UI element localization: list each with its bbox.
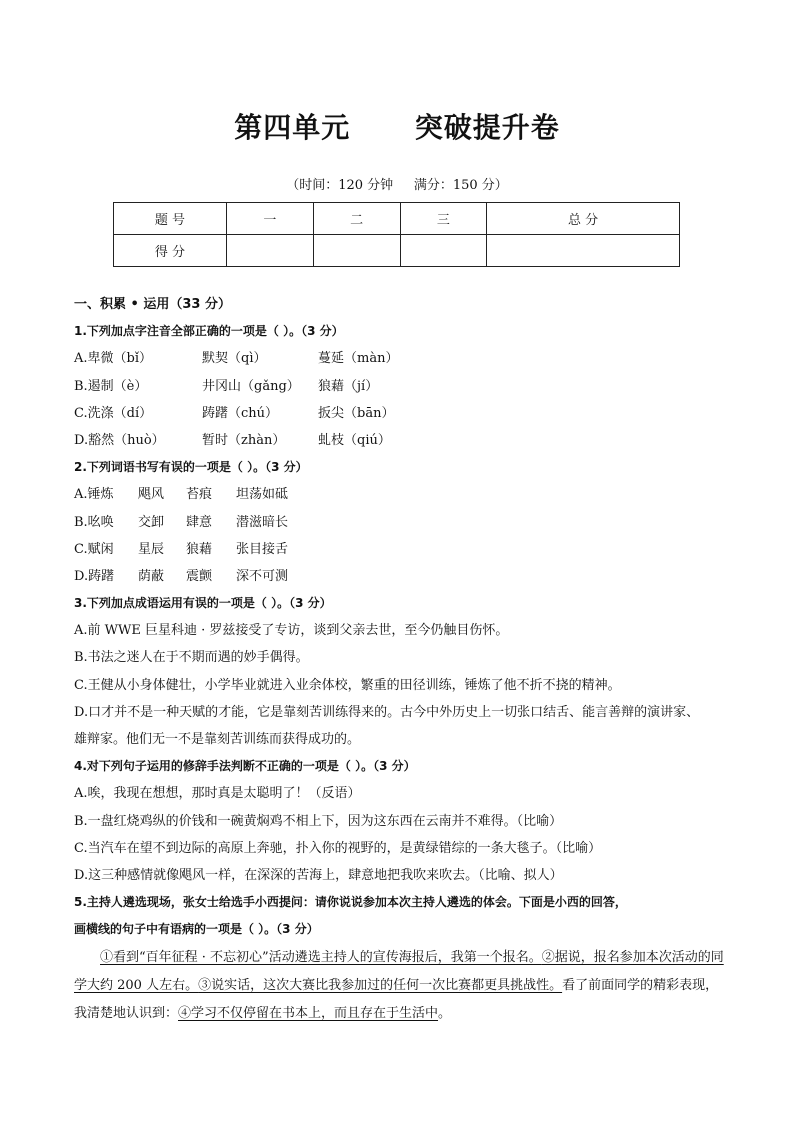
- option-word: 蔓延（màn）: [318, 351, 399, 367]
- option-word: B.遏制（è）: [74, 378, 148, 394]
- question-4-stem: 4.对下列句子运用的修辞手法判断不正确的一项是（ ）。（3 分）: [74, 759, 416, 774]
- option-word: 扳尖（bān）: [318, 405, 395, 421]
- question-3-option-d-line2: 雄辩家。他们无一不是靠刻苦训练而获得成功的。: [74, 732, 361, 747]
- page-title: 第四单元 突破提升卷: [234, 111, 560, 144]
- option-word: 张目接舌: [236, 541, 289, 557]
- score-table-blank-cell[interactable]: [313, 235, 400, 267]
- score-table: [113, 202, 680, 267]
- option-word: 交卸: [138, 514, 165, 530]
- option-word: 飓风: [138, 487, 165, 503]
- question-3-option-c: C.王健从小身体健壮，小学毕业就进入业余体校，繁重的田径训练，锤炼了他不折不挠的精神。: [74, 677, 621, 693]
- question-2-option-b: [74, 509, 724, 536]
- question-5-passage: [74, 944, 724, 1028]
- question-5-stem-line2: 画横线的句子中有语病的一项是（ ）。（3 分）: [74, 922, 319, 937]
- option-word: 震颤: [186, 568, 213, 584]
- question-4-option-a: A.唉，我现在想想，那时真是太聪明了！（反语）: [74, 786, 361, 802]
- question-1-option-d: [74, 427, 724, 454]
- underlined-sentence-1: ①看到“百年征程 · 不忘初心”活动遴选主持人的宣传海报后，我第一个报名。: [100, 949, 542, 965]
- option-word: A.锤炼: [74, 487, 114, 503]
- option-word: 虬枝（qiú）: [318, 432, 391, 448]
- score-table-header-cell: 二: [313, 203, 400, 235]
- option-word: B.吆唤: [74, 514, 114, 530]
- question-4-option-c: C.当汽车在望不到边际的高原上奔驰，扑入你的视野的，是黄绿错综的一条大毯子。（比喻）: [74, 840, 602, 856]
- option-word: 默契（qì）: [202, 351, 267, 367]
- score-table-row-label: 得 分: [114, 235, 227, 267]
- score-table-blank-cell[interactable]: [400, 235, 487, 267]
- question-3-option-a: A.前 WWE 巨星科迪 · 罗兹接受了专访，谈到父亲去世，至今仍触目伤怀。: [74, 623, 509, 639]
- question-4-option-d: D.这三种感情就像飓风一样，在深深的苦海上，肆意地把我吹来吹去。（比喻、拟人）: [74, 867, 563, 883]
- underlined-sentence-4: ④学习不仅停留在书本上，而且存在于生活中: [178, 1005, 439, 1021]
- option-word: 潜滋暗长: [236, 514, 289, 530]
- option-word: 狼藉: [186, 541, 213, 557]
- question-3-option-b: B.书法之迷人在于不期而遇的妙手偶得。: [74, 650, 309, 666]
- score-table-header-cell: 一: [227, 203, 314, 235]
- question-1-stem: 1.下列加点字注音全部正确的一项是（ ）。（3 分）: [74, 324, 344, 339]
- exam-time-and-score: （时间：120 分钟 满分：150 分）: [286, 178, 508, 193]
- question-5-stem-line1: 5.主持人遴选现场，张女士给选手小西提问：请你说说参加本次主持人遴选的体会。下面是小西的回答，: [74, 895, 627, 910]
- option-word: 荫蔽: [138, 568, 165, 584]
- section-heading: 一、积累 • 运用（33 分）: [74, 297, 231, 312]
- underlined-sentence-2: ②据说，报名参加本次活动的同学大约 200 人左右。: [74, 949, 724, 993]
- underlined-sentence-3: ③说实话，这次大赛比我参加过的任何一次比赛都更具挑战性。: [198, 977, 563, 993]
- score-table-header-row: [114, 203, 680, 235]
- question-1-option-b: [74, 373, 724, 400]
- passage-text: 看了前面同学的精彩表现，我清楚地认识到：: [74, 977, 719, 1021]
- option-word: 深不可测: [236, 568, 289, 584]
- question-3-stem: 3.下列加点成语运用有误的一项是（ ）。（3 分）: [74, 596, 332, 611]
- option-word: C.洗涤（dí）: [74, 405, 153, 421]
- question-4-option-b: B.一盘红烧鸡纵的价钱和一碗黄焖鸡不相上下，因为这东西在云南并不难得。（比喻）: [74, 813, 563, 829]
- question-2-option-c: [74, 536, 724, 563]
- question-1-option-c: [74, 400, 724, 427]
- question-2-stem: 2.下列词语书写有误的一项是（ ）。（3 分）: [74, 460, 308, 475]
- score-table-blank-cell[interactable]: [487, 235, 680, 267]
- option-word: 暂时（zhàn）: [202, 432, 286, 448]
- option-word: 苔痕: [186, 487, 213, 503]
- score-table-header-cell: 总 分: [487, 203, 680, 235]
- score-table-header-cell: 三: [400, 203, 487, 235]
- option-word: 肆意: [186, 514, 213, 530]
- score-table-score-row: [114, 235, 680, 267]
- option-word: D.豁然（huò）: [74, 432, 165, 448]
- passage-end: 。: [438, 1005, 452, 1021]
- question-2-option-a: [74, 481, 724, 508]
- option-word: 狼藉（jí）: [318, 378, 379, 394]
- question-1-option-a: [74, 345, 724, 372]
- question-2-option-d: [74, 563, 724, 590]
- score-table-blank-cell[interactable]: [227, 235, 314, 267]
- option-word: 坦荡如砥: [236, 487, 289, 503]
- score-table-header-cell: 题 号: [114, 203, 227, 235]
- option-word: A.卑微（bǐ）: [74, 351, 153, 367]
- option-word: D.踌躇: [74, 568, 115, 584]
- option-word: 踌躇（chú）: [202, 405, 279, 421]
- exam-content: [74, 291, 724, 1028]
- option-word: 井冈山（gǎng）: [202, 378, 300, 394]
- option-word: 星辰: [138, 541, 165, 557]
- option-word: C.赋闲: [74, 541, 114, 557]
- question-3-option-d-line1: D.口才并不是一种天赋的才能，它是靠刻苦训练得来的。古今中外历史上一切张口结舌、能言善辩的演讲家、: [74, 704, 700, 720]
